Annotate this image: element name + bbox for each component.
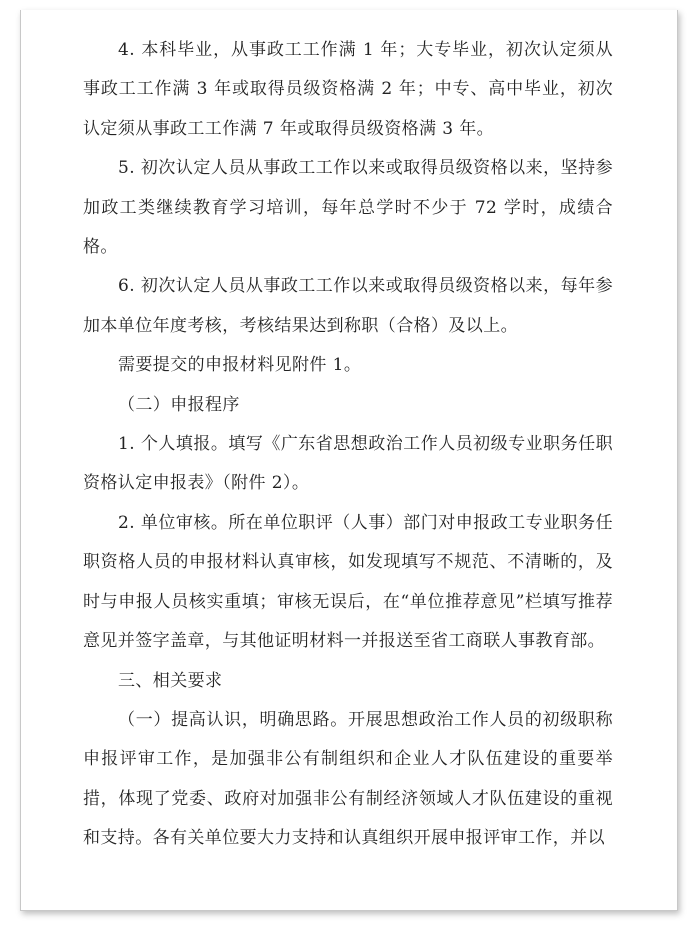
paragraph-requirement-1: （一）提高认识，明确思路。开展思想政治工作人员的初级职称申报评审工作，是加强非公有制组织和企业人才队伍建设的重要举措，体现了党委、政府对加强非公有制经济领域人才队伍建设的重视和支持。各有关单位要大力支持和认真组织开展申报评审工作，并以 xyxy=(83,709,613,849)
paragraph-item-4-education: 4. 本科毕业，从事政工工作满 1 年；大专毕业，初次认定须从事政工工作满 3 年或取得员级资格满 2 年；中专、高中毕业，初次认定须从事政工工作满 7 年或取得员级资格满 3 年。 xyxy=(83,40,613,139)
paragraph-step-2-unit-review: 2. 单位审核。所在单位职评（人事）部门对申报政工专业职务任职资格人员的申报材料认真审核，如发现填写不规范、不清晰的，及时与申报人员核实重填；审核无误后，在“单位推荐意见”栏填写推荐意见并签字盖章，与其他证明材料一并报送至省工商联人事教育部。 xyxy=(83,512,613,652)
document-body xyxy=(83,31,613,859)
paragraph-item-5-training: 5. 初次认定人员从事政工工作以来或取得员级资格以来，坚持参加政工类继续教育学习培训，每年总学时不少于 72 学时，成绩合格。 xyxy=(83,158,613,258)
section-heading-requirements: 三、相关要求 xyxy=(118,670,223,691)
paragraph-step-1-personal-filing: 1. 个人填报。填写《广东省思想政治工作人员初级专业职务任职资格认定申报表》（附件 2）。 xyxy=(83,434,613,494)
paragraph-materials-note: 需要提交的申报材料见附件 1。 xyxy=(118,355,362,376)
document-page xyxy=(20,10,678,911)
paragraph-item-6-assessment: 6. 初次认定人员从事政工工作以来或取得员级资格以来，每年参加本单位年度考核，考核结果达到称职（合格）及以上。 xyxy=(83,276,613,336)
section-heading-procedure: （二）申报程序 xyxy=(118,394,240,415)
